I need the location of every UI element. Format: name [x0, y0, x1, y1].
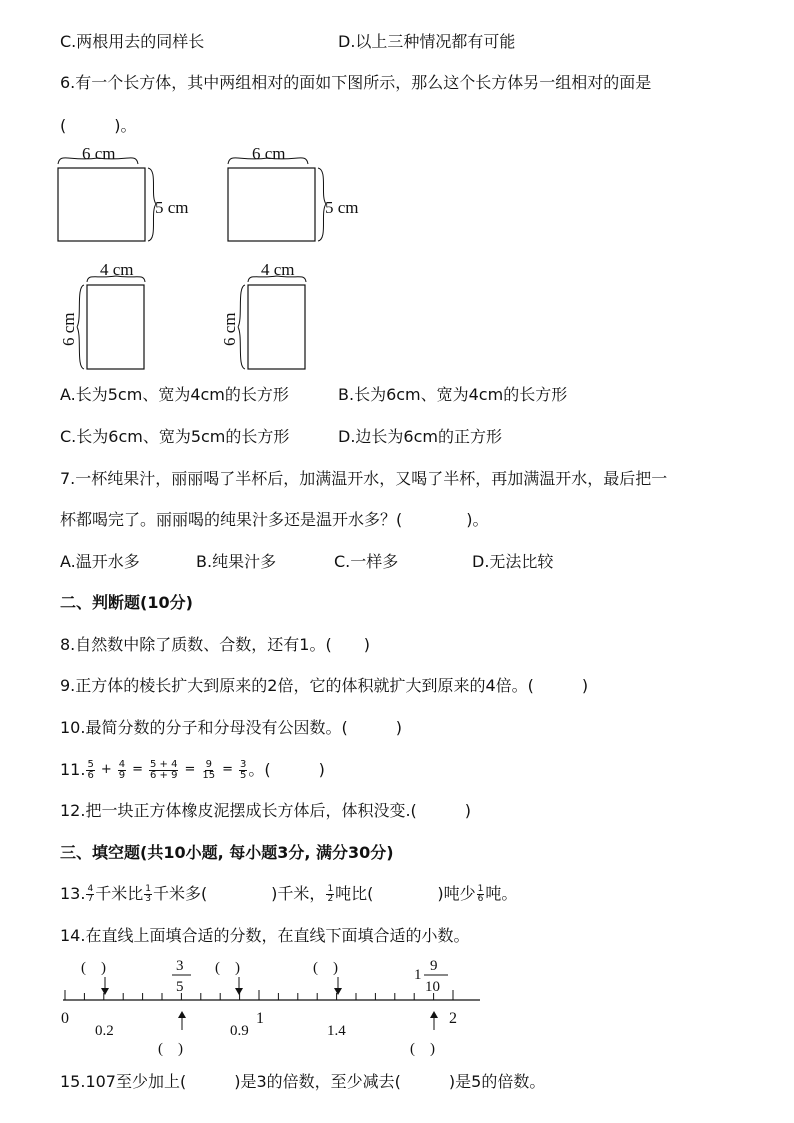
- mixed-whole: 1: [414, 967, 422, 983]
- fraction-3-5-num: 3: [176, 958, 184, 974]
- fraction: $\frac{4}{7}$: [87, 883, 94, 904]
- label-4cm: 4 cm: [100, 260, 134, 279]
- rect-6x5-right: [228, 144, 359, 241]
- section-2-title: 二、判断题(10分): [60, 593, 193, 612]
- fraction: $\frac{1}{2}$: [327, 883, 334, 904]
- q14-stem: 14.在直线上面填合适的分数，在直线下面填合适的小数。: [60, 926, 470, 945]
- rect-6x5-left: [58, 144, 189, 241]
- blank-below: ( ): [158, 1041, 183, 1057]
- fraction: $\frac{3}{5}$: [240, 758, 247, 781]
- down-arrow-icon: [101, 977, 109, 995]
- blank-above: ( ): [81, 960, 106, 976]
- down-arrow-icon: [235, 977, 243, 995]
- label-6cm: 6 cm: [82, 144, 116, 163]
- section-3-title: 三、填空题(共10小题, 每小题3分, 满分30分): [60, 843, 394, 862]
- label-6cm-vertical: 6 cm: [59, 312, 78, 346]
- label-1.4: 1.4: [327, 1023, 346, 1039]
- q7-option-d: D.无法比较: [472, 552, 554, 571]
- blank-above: ( ): [313, 960, 338, 976]
- label-2: 2: [449, 1010, 457, 1027]
- q6-figure: [50, 138, 430, 373]
- number-line: [55, 950, 495, 1060]
- q11: 11. $\frac{5}{6}$ + $\frac{4}{9}$ = $\frac{5 + 4}{6 + 9}$ = $\frac{9}{15}$ = $\frac{3}{5}$ 。( ): [60, 758, 325, 781]
- q6-option-a: A.长为5cm、宽为4cm的长方形: [60, 385, 289, 404]
- label-6cm-vertical: 6 cm: [220, 312, 239, 346]
- q9: 9.正方体的棱长扩大到原来的2倍，它的体积就扩大到原来的4倍。( ): [60, 676, 589, 695]
- mixed-den: 10: [425, 979, 440, 995]
- q6-stem: 6.有一个长方体，其中两组相对的面如下图所示，那么这个长方体另一组相对的面是: [60, 73, 652, 92]
- fraction: $\frac{4}{9}$: [118, 758, 126, 781]
- mixed-num: 9: [430, 958, 438, 974]
- q6-blank: ( )。: [60, 116, 137, 135]
- fraction: $\frac{1}{3}$: [145, 883, 151, 904]
- label-5cm: 5 cm: [325, 198, 359, 217]
- label-5cm: 5 cm: [155, 198, 189, 217]
- q6-option-d: D.边长为6cm的正方形: [338, 427, 502, 446]
- blank-below: ( ): [410, 1041, 435, 1057]
- q7-stem-1: 7.一杯纯果汁，丽丽喝了半杯后，加满温开水，又喝了半杯，再加满温开水，最后把一: [60, 469, 668, 488]
- q10: 10.最简分数的分子和分母没有公因数。( ): [60, 718, 402, 737]
- label-0.9: 0.9: [230, 1023, 249, 1039]
- q13: 13. $\frac{4}{7}$ 千米比 $\frac{1}{3}$ 千米多( )千米， $\frac{1}{2}$ 吨比( )吨少 $\frac{1}{6}$ 吨。: [60, 883, 518, 904]
- label-1: 1: [256, 1010, 264, 1027]
- fraction-3-5-den: 5: [176, 979, 184, 995]
- q15: 15.107至少加上( )是3的倍数，至少减去( )是5的倍数。: [60, 1072, 546, 1091]
- label-6cm: 6 cm: [252, 144, 286, 163]
- q8: 8.自然数中除了质数、合数，还有1。( ): [60, 635, 370, 654]
- q6-option-b: B.长为6cm、宽为4cm的长方形: [338, 385, 568, 404]
- fraction: $\frac{5 + 4}{6 + 9}$: [150, 758, 178, 781]
- q7-stem-2: 杯都喝完了。丽丽喝的纯果汁多还是温开水多？( )。: [60, 510, 489, 529]
- blank-above: ( ): [215, 960, 240, 976]
- rect-4x6-right: [220, 260, 306, 369]
- q5-option-d: D.以上三种情况都有可能: [338, 32, 516, 51]
- ticks: [65, 990, 453, 1000]
- down-arrow-icon: [334, 977, 342, 995]
- fraction: $\frac{9}{15}$: [202, 758, 216, 781]
- q7-option-a: A.温开水多: [60, 552, 140, 571]
- up-arrow-icon: [178, 1011, 186, 1030]
- fraction: $\frac{1}{6}$: [477, 883, 484, 904]
- q12: 12.把一块正方体橡皮泥摆成长方体后，体积没变.( ): [60, 801, 472, 820]
- q6-option-c: C.长为6cm、宽为5cm的长方形: [60, 427, 290, 446]
- q7-option-b: B.纯果汁多: [196, 552, 277, 571]
- rect-4x6-left: [59, 260, 145, 369]
- q7-option-c: C.一样多: [334, 552, 399, 571]
- label-4cm: 4 cm: [261, 260, 295, 279]
- label-0: 0: [61, 1010, 69, 1027]
- label-0.2: 0.2: [95, 1023, 114, 1039]
- fraction: $\frac{5}{6}$: [87, 758, 94, 781]
- up-arrow-icon: [430, 1011, 438, 1030]
- q5-option-c: C.两根用去的同样长: [60, 32, 205, 51]
